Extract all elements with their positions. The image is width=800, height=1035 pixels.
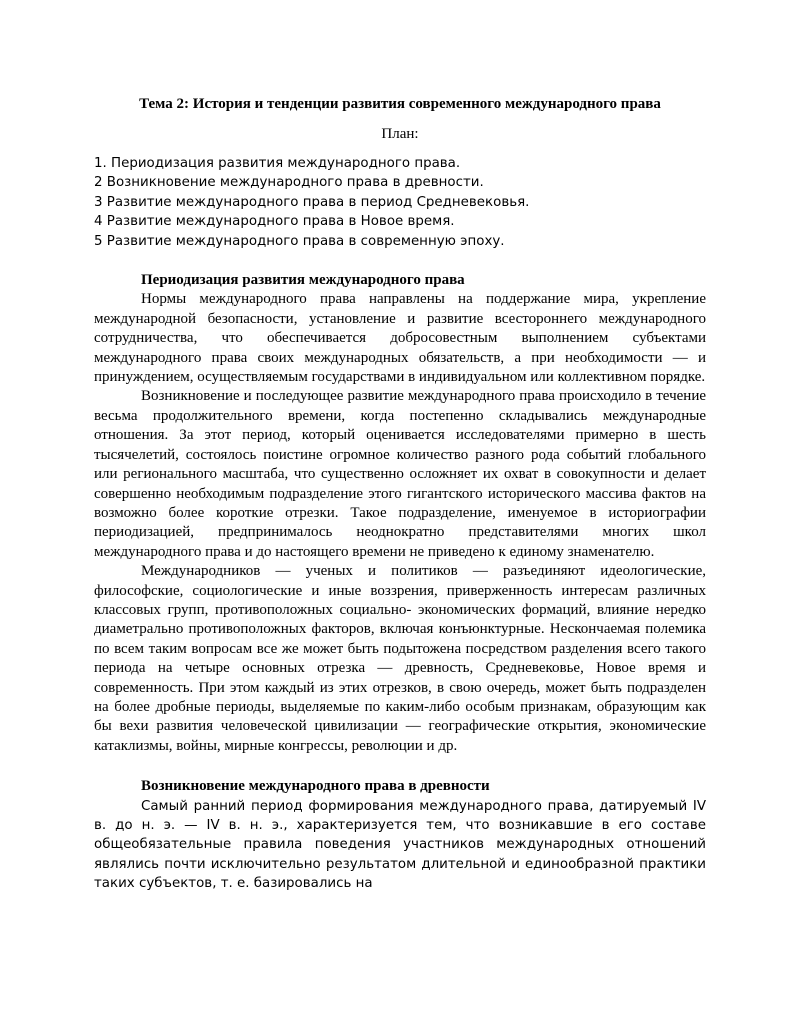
plan-item: 1. Периодизация развития международного права. <box>94 156 461 171</box>
paragraph: Международников — ученых и политиков — разъединяют идеологические, философские, социологические и иные воззрения, приверженность интересам различных классовых групп, противоположных социально- экономических формаций, влияние нередко диаметрально противоположных факторов, включая конъюнктурные. Нескончаемая полемика по всем таким вопросам все же может быть подытожена посредством разделения всего такого периода на четыре основных отрезка — древность, Средневековье, Новое время и современность. При этом каждый из этих отрезков, в свою очередь, может быть подразделен на более дробные периоды, выделяемые по каким-либо особым признакам, образующим как бы вехи развития человеческой цивилизации — географические открытия, экономические катаклизмы, войны, мирные конгрессы, революции и др. <box>94 563 706 754</box>
plan-item: 2 Возникновение международного права в древности. <box>94 175 484 191</box>
plan-item: 3 Развитие международного права в период Средневековья. <box>94 194 530 210</box>
plan-label: План: <box>381 126 419 142</box>
plan-item: 5 Развитие международного права в современную эпоху. <box>94 233 505 249</box>
paragraph: Нормы международного права направлены на поддержание мира, укрепление международной безопасности, установление и развитие всестороннего международного сотрудничества, что обеспечивается добросовестным выполнением субъектами международного права своих международных обязательств, а при необходимости — и принуждением, осуществляемым государствами в индивидуальном или коллективном порядке. <box>94 291 706 386</box>
paragraph: Возникновение и последующее развитие международного права происходило в течение весьма продолжительного времени, когда постепенно складывались международные отношения. За этот период, который оценивается исследователями примерно в шесть тысячелетий, состоялось поистине огромное количество разного рода событий глобального или регионального масштаба, что существенно осложняет их охват в совокупности и делает совершенно необходимым подразделение этого гигантского исторического массива фактов на возможно более короткие отрезки. Такое подразделение, именуемое в историографии периодизацией, предпринималось неоднократно представителями многих школ международного права и до настоящего времени не приведено к единому знаменателю. <box>94 388 706 560</box>
section-heading-antiquity: Возникновение международного права в древности <box>141 778 490 795</box>
plan-item: 4 Развитие международного права в Новое время. <box>94 214 455 230</box>
document-page <box>94 92 706 894</box>
plan-list <box>94 154 706 251</box>
section-heading-periodization: Периодизация развития международного права <box>141 272 465 289</box>
paragraph: Самый ранний период формирования международного права, датируемый IV в. до н. э. — IV в. н. э., характеризуется тем, что возникавшие в его составе общеобязательные правила поведения участников международных отношений являлись почти исключительно результатом длительной и единообразной практики таких субъектов, т. е. базировались на <box>94 798 706 892</box>
document-title: Тема 2: История и тенденции развития современного международного права <box>139 96 661 112</box>
